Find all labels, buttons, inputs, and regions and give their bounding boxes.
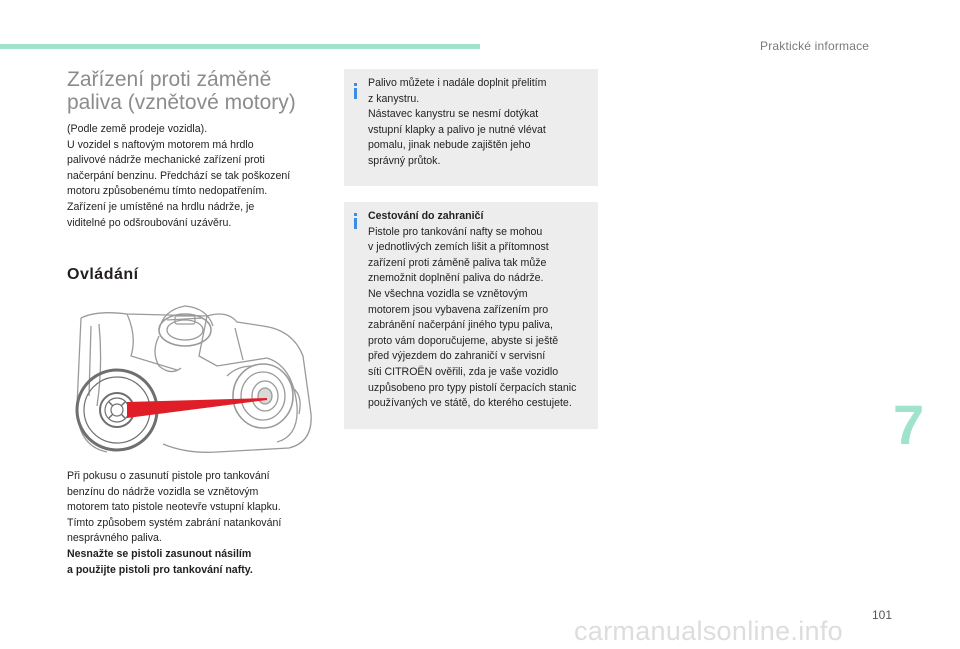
info-box-title: Cestování do zahraničí [368, 210, 484, 222]
controls-heading: Ovládání [67, 266, 139, 283]
page-number: 101 [872, 608, 893, 622]
info-icon [354, 213, 357, 229]
fuel-nozzle-warning: Nesnažte se pistoli zasunout násilím a použijte pistoli pro tankování nafty. [67, 547, 253, 576]
section-label: Praktické informace [760, 39, 870, 53]
watermark: carmanualsonline.info [574, 616, 843, 646]
page-title: Zařízení proti záměně paliva (vznětové motory) [67, 68, 296, 114]
header-accent-bar [0, 44, 480, 49]
info-box-text: Palivo můžete i nadále doplnit přelitím z kanystru. Nástavec kanystru se nesmí dotýkat vstupní klapky a palivo je nutné vlévat pomalu, jinak nebude zajištěn jeho správný průtok. [368, 77, 547, 167]
intro-paragraph: (Podle země prodeje vozidla). U vozidel s naftovým motorem má hrdlo palivové nádrže mechanické zařízení proti načerpání benzinu. Předchází se tak poškození motoru způsobenému tímto nedopatřením. Zařízení je umístěné na hrdlu nádrže, je viditelné po odšroubování uzávěru. [67, 123, 291, 229]
chapter-number: 7 [893, 393, 925, 456]
info-box-travel-abroad [344, 202, 598, 429]
fuel-nozzle-text: Při pokusu o zasunutí pistole pro tankování benzínu do nádrže vozidla se vznětovým motorem tato pistole neotevře vstupní klapku. Tímto způsobem systém zabrání natankování nesprávného paliva. [67, 470, 282, 545]
fuel-nozzle-explanation [67, 469, 337, 578]
info-box-text: Pistole pro tankování nafty se mohou v jednotlivých zemích lišit a přítomnost zařízení proti záměně paliva tak může znemožnit doplnění paliva do nádrže. Ne všechna vozidla se vznětovým motorem jsou vybavena zařízením pro zabránění načerpání jiného typu paliva, proto vám doporučujeme, abyste si ještě před výjezdem do zahraničí v servisní síti CITROËN ověřili, zda je vaše vozidlo uzpůsobeno pro typy pistolí čerpacích stanic používaných ve státě, do kterého cestujete. [368, 225, 577, 410]
info-box-canister [344, 69, 598, 186]
info-icon [354, 83, 357, 99]
fuel-filler-neck-illustration [67, 296, 317, 456]
